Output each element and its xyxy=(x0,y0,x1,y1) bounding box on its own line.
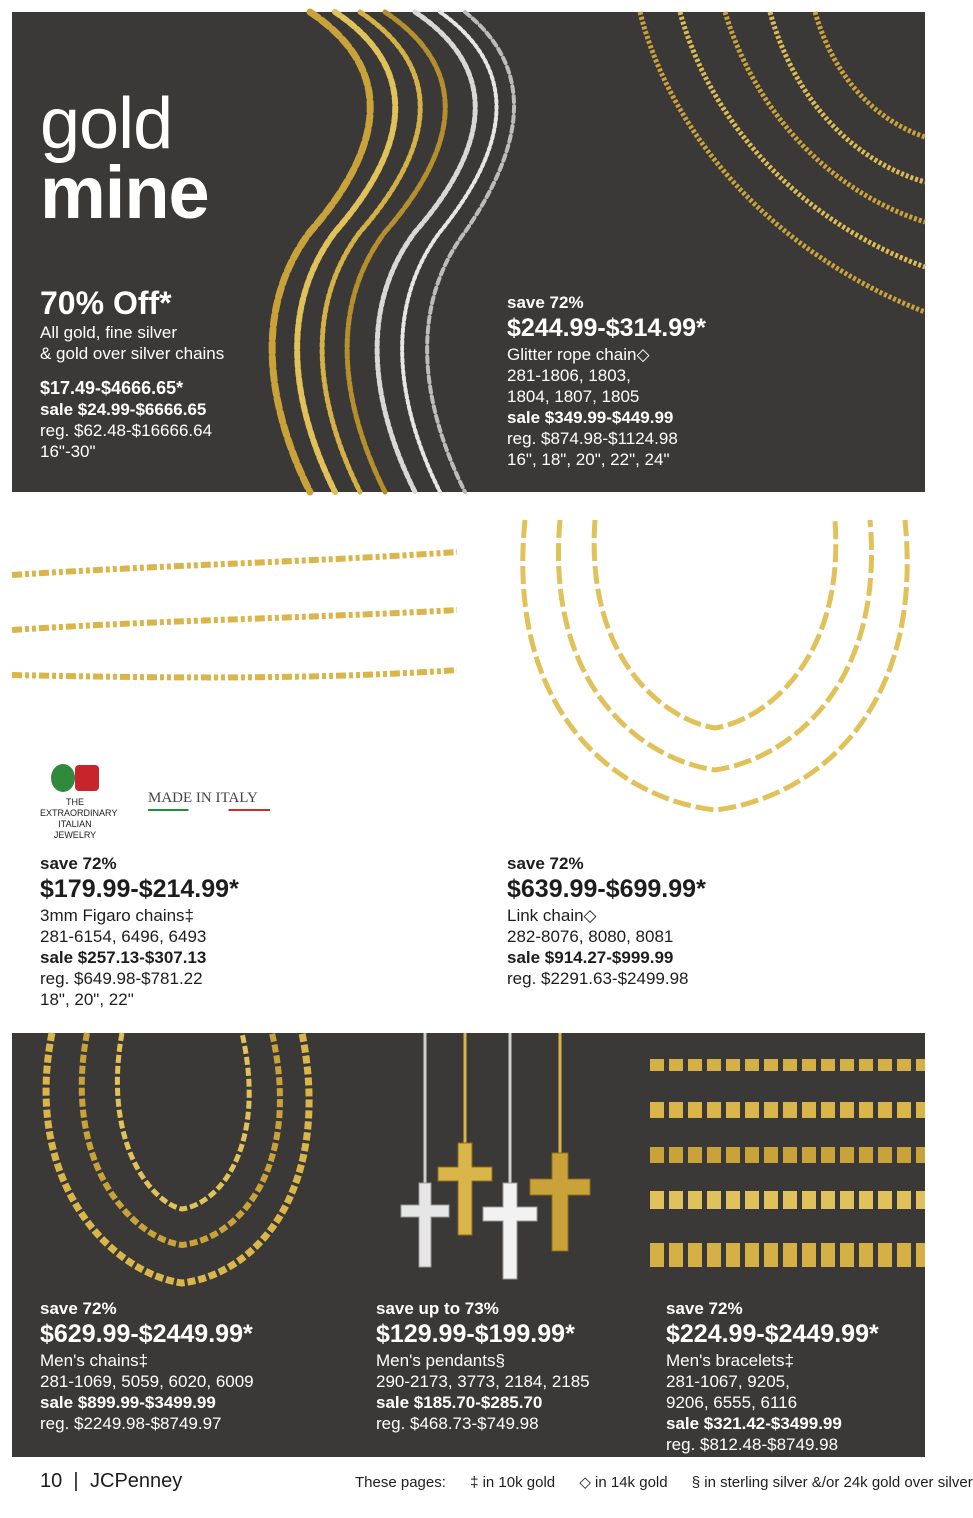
offer-sale: sale $24.99-$6666.65 xyxy=(40,400,207,419)
legend-14k: ◇ in 14k gold xyxy=(579,1474,668,1491)
offer-reg: reg. $2291.63-$2499.98 xyxy=(507,969,689,988)
hero-title-line1: gold xyxy=(40,84,173,164)
offer-all-gold xyxy=(40,284,224,462)
legend-silver: § in sterling silver &/or 24k gold over silver xyxy=(691,1474,973,1491)
offer-reg: reg. $62.48-$16666.64 xyxy=(40,421,213,440)
legend-10k: ‡ in 10k gold xyxy=(470,1474,556,1491)
figaro-chains-image xyxy=(12,540,457,710)
offer-reg: reg. $468.73-$749.98 xyxy=(376,1414,539,1433)
offer-sku: 9206, 6555, 6116 xyxy=(666,1393,798,1412)
offer-save: save 72% xyxy=(666,1299,743,1318)
hero-title xyxy=(40,84,209,235)
offer-sku: 281-1806, 1803, xyxy=(507,366,631,385)
offer-sku: 281-6154, 6496, 6493 xyxy=(40,927,207,946)
offer-sku: 281-1069, 5059, 6020, 6009 xyxy=(40,1372,254,1391)
offer-reg: reg. $812.48-$8749.98 xyxy=(666,1435,839,1454)
offer-sizes: 16"-30" xyxy=(40,442,96,461)
italian-jewelry-badge xyxy=(40,762,118,841)
offer-save: save up to 73% xyxy=(376,1299,499,1318)
offer-sale: sale $257.13-$307.13 xyxy=(40,948,207,967)
brand-name: JCPenney xyxy=(90,1470,183,1492)
mens-chains-image xyxy=(12,1033,342,1293)
offer-sizes: 16", 18", 20", 22", 24" xyxy=(507,450,670,469)
offer-sku: 290-2173, 3773, 2184, 2185 xyxy=(376,1372,590,1391)
offer-sizes: 18", 20", 22" xyxy=(40,990,134,1009)
mens-pendants-image xyxy=(385,1033,615,1293)
offer-save: save 72% xyxy=(40,1299,117,1318)
offer-headline: 70% Off* xyxy=(40,285,172,321)
offer-mens-pendants xyxy=(376,1298,590,1434)
offer-name: Glitter rope chain◇ xyxy=(507,345,650,364)
mens-bracelets-image xyxy=(640,1040,925,1290)
badge-text: THE EXTRAORDINARY xyxy=(40,797,118,818)
offer-name: Link chain◇ xyxy=(507,906,597,925)
offer-mens-chains xyxy=(40,1298,254,1434)
offer-price: $17.49-$4666.65* xyxy=(40,378,184,398)
page-number: 10 | xyxy=(40,1470,79,1492)
offer-reg: reg. $874.98-$1124.98 xyxy=(507,429,678,448)
offer-price: $129.99-$199.99* xyxy=(376,1320,575,1348)
legend-intro: These pages: xyxy=(355,1474,446,1491)
italy-flag-stripe xyxy=(148,809,270,811)
offer-save: save 72% xyxy=(507,854,584,873)
offer-sku: 281-1067, 9205, xyxy=(666,1372,790,1391)
offer-sku: 282-8076, 8080, 8081 xyxy=(507,927,674,946)
offer-reg: reg. $2249.98-$8749.97 xyxy=(40,1414,222,1433)
offer-name: 3mm Figaro chains‡ xyxy=(40,906,195,925)
badge-text: ITALIAN JEWELRY xyxy=(53,819,97,840)
offer-price: $244.99-$314.99* xyxy=(507,314,706,342)
page-footer xyxy=(40,1470,973,1498)
offer-mens-bracelets xyxy=(666,1298,879,1455)
link-chains-image xyxy=(505,520,925,840)
offer-name: Men's pendants§ xyxy=(376,1351,505,1370)
offer-save: save 72% xyxy=(40,854,117,873)
hero-title-line2: mine xyxy=(40,151,209,235)
offer-sale: sale $321.42-$3499.99 xyxy=(666,1414,842,1433)
offer-price: $179.99-$214.99* xyxy=(40,875,239,903)
offer-description: All gold, fine silver xyxy=(40,323,178,342)
offer-sale: sale $914.27-$999.99 xyxy=(507,948,674,967)
offer-figaro xyxy=(40,853,239,1010)
gem-icon xyxy=(45,762,105,794)
offer-link-chain xyxy=(507,853,706,989)
offer-sale: sale $185.70-$285.70 xyxy=(376,1393,543,1412)
offer-glitter-rope xyxy=(507,292,706,470)
offer-sku: 1804, 1807, 1805 xyxy=(507,387,640,406)
offer-save: save 72% xyxy=(507,293,584,312)
footer-legend xyxy=(355,1473,973,1491)
gold-chains-image xyxy=(250,12,530,492)
offer-name: Men's chains‡ xyxy=(40,1351,149,1370)
offer-name: Men's bracelets‡ xyxy=(666,1351,794,1370)
offer-price: $629.99-$2449.99* xyxy=(40,1320,253,1348)
made-in-italy-label: MADE IN ITALY xyxy=(148,790,258,806)
offer-price: $639.99-$699.99* xyxy=(507,875,706,903)
offer-sale: sale $899.99-$3499.99 xyxy=(40,1393,216,1412)
offer-price: $224.99-$2449.99* xyxy=(666,1320,879,1348)
offer-sale: sale $349.99-$449.99 xyxy=(507,408,674,427)
offer-reg: reg. $649.98-$781.22 xyxy=(40,969,203,988)
offer-description: & gold over silver chains xyxy=(40,344,225,363)
